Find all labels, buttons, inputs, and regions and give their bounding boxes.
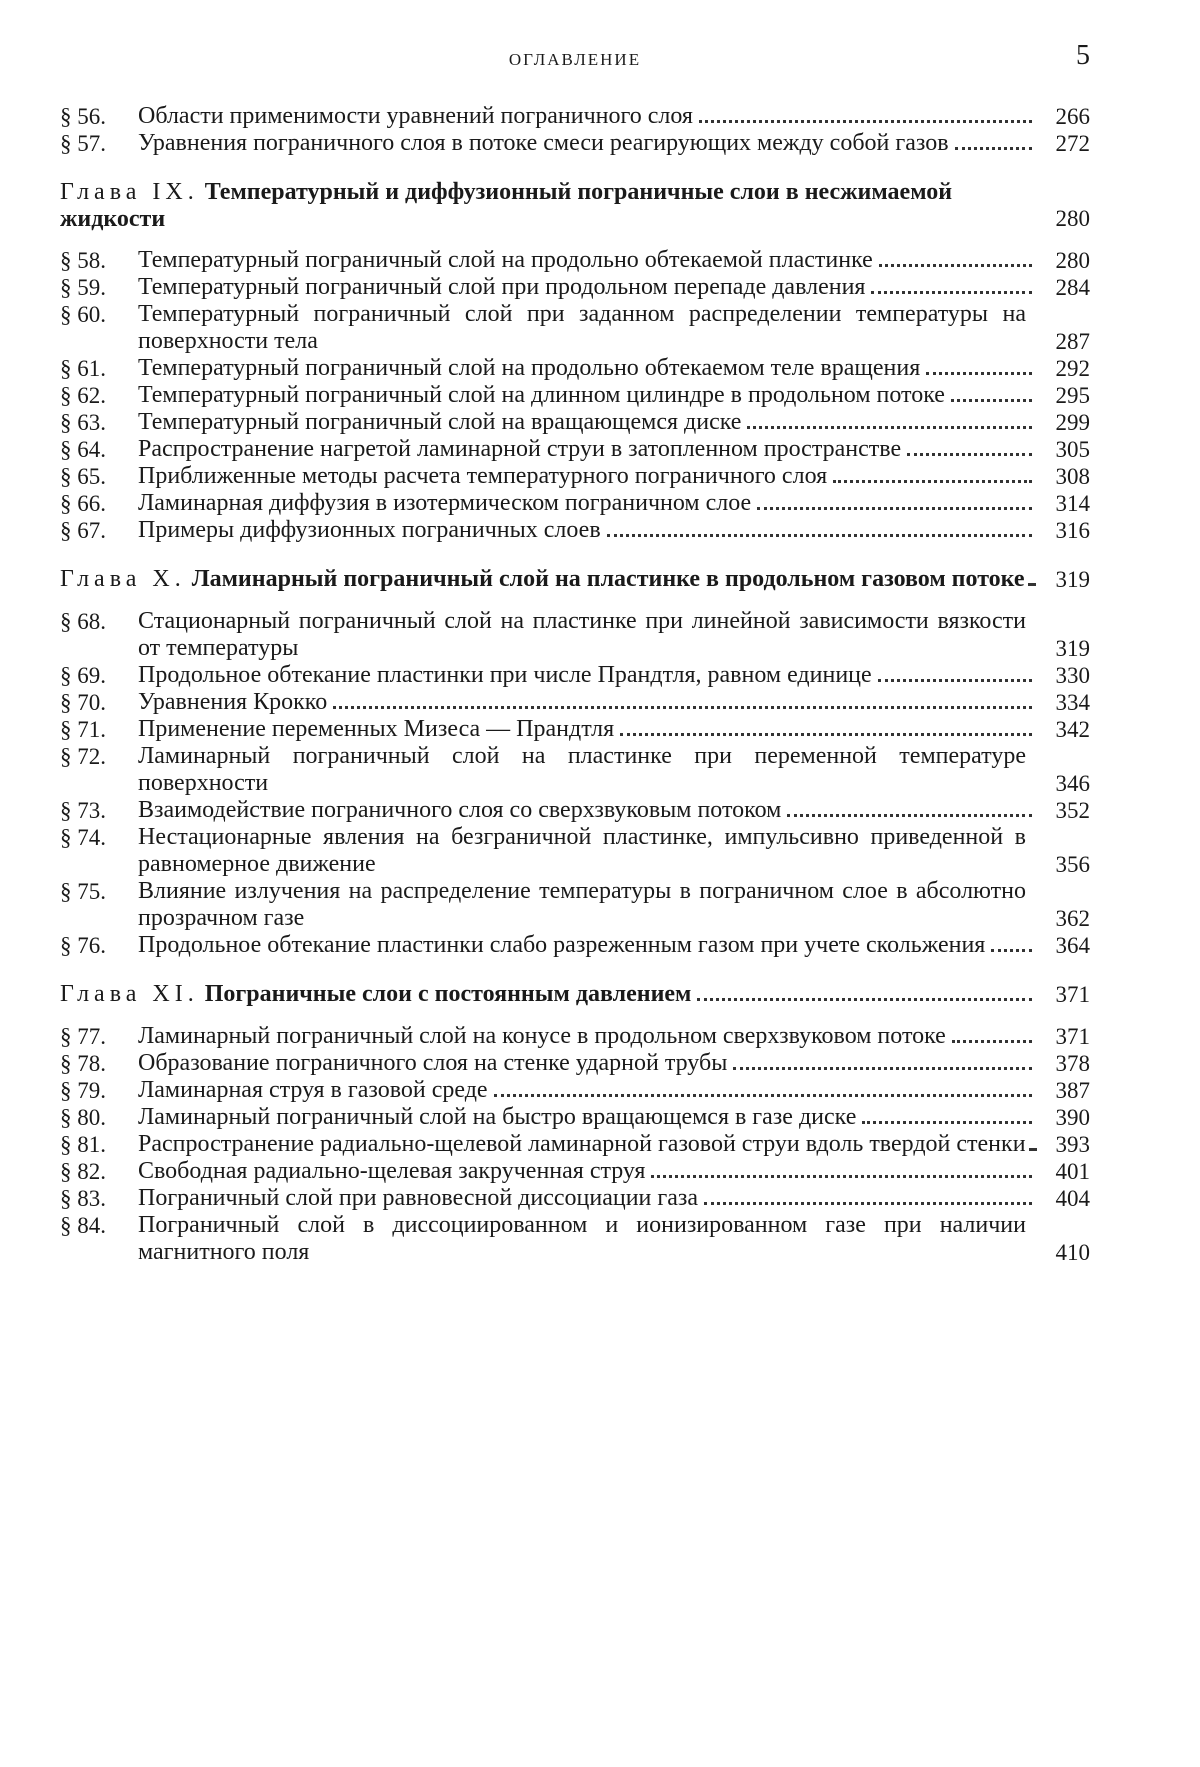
section-page-number: 410: [1055, 1240, 1090, 1265]
section-title-text: Температурный пограничный слой при заданном распределении температуры на поверхности тела: [138, 301, 1032, 355]
section-title-text: Уравнения Крокко: [138, 689, 333, 716]
section-title-line: [138, 409, 1038, 436]
section-title: [138, 1104, 1038, 1131]
section-title-line: [138, 743, 1038, 797]
section-page-number: 330: [1055, 663, 1090, 688]
section-number: § 63.: [60, 410, 106, 435]
toc-entry: [60, 878, 1090, 932]
dot-leader: [733, 1067, 1032, 1070]
dot-leader: [955, 147, 1032, 150]
dot-leader: [704, 1202, 1032, 1205]
section-page-number: 393: [1055, 1132, 1090, 1157]
dot-leader: [494, 1094, 1032, 1097]
section-title: [138, 382, 1038, 409]
section-title: [138, 1158, 1038, 1185]
section-number: § 70.: [60, 690, 106, 715]
section-title-line: [138, 1050, 1038, 1077]
toc-entry: [60, 797, 1090, 824]
section-title-text: Температурный пограничный слой на продольно обтекаемой пластинке: [138, 247, 879, 274]
section-title-line: [138, 1077, 1038, 1104]
toc-entry: [60, 932, 1090, 959]
section-page-number: 295: [1055, 383, 1090, 408]
chapter-name: Пограничные слои с постоянным давлением: [204, 981, 692, 1007]
section-title-line: [138, 1104, 1038, 1131]
toc-entry: [60, 716, 1090, 743]
chapter-title: [60, 981, 1038, 1008]
toc-entry: [60, 463, 1090, 490]
section-page-number: 272: [1055, 131, 1090, 156]
section-title-text: Нестационарные явления на безграничной пластинке, импульсивно приведенной в равномерное движение: [138, 824, 1032, 878]
section-title-text: Образование пограничного слоя на стенке ударной трубы: [138, 1050, 733, 1077]
section-title-line: [138, 355, 1038, 382]
section-title-text: Применение переменных Мизеса — Прандтля: [138, 716, 620, 743]
section-title-text: Свободная радиально-щелевая закрученная струя: [138, 1158, 651, 1185]
section-title-line: [138, 103, 1038, 130]
toc-entry: [60, 490, 1090, 517]
section-number: § 64.: [60, 437, 106, 462]
section-page-number: 266: [1055, 104, 1090, 129]
toc-entry: [60, 743, 1090, 797]
chapter-title: [60, 566, 1038, 593]
section-title-line: [138, 382, 1038, 409]
section-number: § 57.: [60, 131, 106, 156]
section-page-number: 284: [1055, 275, 1090, 300]
section-title-line: [138, 878, 1038, 932]
section-number: § 79.: [60, 1078, 106, 1103]
toc-entry: [60, 436, 1090, 463]
toc-entry: [60, 103, 1090, 130]
section-title: [138, 301, 1038, 355]
toc-entry: [60, 247, 1090, 274]
section-title-text: Взаимодействие пограничного слоя со сверхзвуковым потоком: [138, 797, 787, 824]
toc-entry: [60, 274, 1090, 301]
chapter-title-line: [60, 179, 1038, 233]
toc-entry: [60, 382, 1090, 409]
dot-leader: [991, 949, 1032, 952]
toc-entry: [60, 1131, 1090, 1158]
section-number: § 65.: [60, 464, 106, 489]
section-title: [138, 1212, 1038, 1266]
toc-entry: [60, 662, 1090, 689]
section-title-line: [138, 1023, 1038, 1050]
section-title-text: Приближенные методы расчета температурного пограничного слоя: [138, 463, 833, 490]
section-title-text: Влияние излучения на распределение температуры в пограничном слое в абсолютно прозрачном газе: [138, 878, 1032, 932]
section-number: § 56.: [60, 104, 106, 129]
chapter-name: Ламинарный пограничный слой на пластинке в продольном газовом потоке: [191, 566, 1025, 592]
section-title: [138, 824, 1038, 878]
toc-entry: [60, 689, 1090, 716]
toc-entry: [60, 409, 1090, 436]
chapter-name: Температурный и диффузионный пограничные слои в несжимаемой жидкости: [60, 179, 953, 232]
toc-entry: [60, 1158, 1090, 1185]
toc-entry: [60, 1077, 1090, 1104]
chapter-label: Глава X.: [60, 566, 186, 592]
toc-entry: [60, 301, 1090, 355]
section-number: § 60.: [60, 302, 106, 327]
dot-leader: [926, 372, 1032, 375]
table-of-contents: [60, 103, 1090, 1266]
dot-leader: [871, 291, 1032, 294]
section-page-number: 390: [1055, 1105, 1090, 1130]
section-title-line: [138, 1212, 1038, 1266]
section-title-text: Температурный пограничный слой на продольно обтекаемом теле вращения: [138, 355, 926, 382]
dot-leader: [757, 507, 1032, 510]
toc-entry: [60, 1050, 1090, 1077]
section-number: § 73.: [60, 798, 106, 823]
section-title: [138, 436, 1038, 463]
section-title-text: Продольное обтекание пластинки при числе Прандтля, равном единице: [138, 662, 878, 689]
section-title-text: Области применимости уравнений пограничного слоя: [138, 103, 699, 130]
section-title: [138, 878, 1038, 932]
running-title: ОГЛАВЛЕНИЕ: [508, 50, 642, 69]
section-title-line: [138, 517, 1038, 544]
section-title-line: [138, 1131, 1038, 1158]
dot-leader: [907, 453, 1032, 456]
section-title-text: Распространение нагретой ламинарной струи в затопленном пространстве: [138, 436, 907, 463]
section-page-number: 299: [1055, 410, 1090, 435]
section-title: [138, 1050, 1038, 1077]
dot-leader: [787, 814, 1032, 817]
section-number: § 83.: [60, 1186, 106, 1211]
section-title: [138, 662, 1038, 689]
section-title-text: Температурный пограничный слой при продольном перепаде давления: [138, 274, 871, 301]
section-title-line: [138, 1158, 1038, 1185]
section-title-text: Распространение радиально-щелевой ламинарной газовой струи вдоль твердой стенки: [138, 1131, 1032, 1158]
dot-leader: [607, 534, 1032, 537]
section-page-number: 334: [1055, 690, 1090, 715]
section-title: [138, 355, 1038, 382]
section-title-line: [138, 490, 1038, 517]
section-title: [138, 409, 1038, 436]
section-number: § 62.: [60, 383, 106, 408]
section-title: [138, 797, 1038, 824]
section-page-number: 378: [1055, 1051, 1090, 1076]
section-page-number: 314: [1055, 491, 1090, 516]
section-title: [138, 689, 1038, 716]
section-title-line: [138, 662, 1038, 689]
section-title-line: [138, 689, 1038, 716]
section-number: § 68.: [60, 609, 106, 634]
section-number: § 80.: [60, 1105, 106, 1130]
section-title: [138, 274, 1038, 301]
section-title: [138, 490, 1038, 517]
chapter-title-text: [60, 566, 1031, 593]
chapter-page-number: 280: [1055, 206, 1090, 231]
toc-entry: [60, 1185, 1090, 1212]
section-number: § 82.: [60, 1159, 106, 1184]
section-title-text: Стационарный пограничный слой на пластинке при линейной зависимости вязкости от температуры: [138, 608, 1032, 662]
section-title-line: [138, 274, 1038, 301]
section-title-text: Температурный пограничный слой на длинном цилиндре в продольном потоке: [138, 382, 951, 409]
toc-entry: [60, 1212, 1090, 1266]
section-number: § 81.: [60, 1132, 106, 1157]
section-title-line: [138, 932, 1038, 959]
section-number: § 69.: [60, 663, 106, 688]
section-title-text: Ламинарный пограничный слой на пластинке при переменной температуре поверхности: [138, 743, 1032, 797]
section-title: [138, 1023, 1038, 1050]
chapter-title-line: [60, 566, 1038, 593]
section-page-number: 371: [1055, 1024, 1090, 1049]
section-title-text: Ламинарный пограничный слой на конусе в продольном сверхзвуковом потоке: [138, 1023, 952, 1050]
section-title-line: [138, 463, 1038, 490]
section-page-number: 346: [1055, 771, 1090, 796]
chapter-heading: [60, 566, 1090, 594]
section-title-text: Ламинарная струя в газовой среде: [138, 1077, 494, 1104]
chapter-title-text: [60, 981, 697, 1008]
section-number: § 71.: [60, 717, 106, 742]
section-number: § 76.: [60, 933, 106, 958]
section-page-number: 280: [1055, 248, 1090, 273]
chapter-heading: [60, 179, 1090, 233]
section-title-text: Уравнения пограничного слоя в потоке смеси реагирующих между собой газов: [138, 130, 955, 157]
section-number: § 58.: [60, 248, 106, 273]
chapter-label: Глава IX.: [60, 179, 199, 205]
section-title: [138, 247, 1038, 274]
section-page-number: 401: [1055, 1159, 1090, 1184]
section-page-number: 308: [1055, 464, 1090, 489]
toc-entry: [60, 824, 1090, 878]
toc-entry: [60, 1104, 1090, 1131]
section-number: § 61.: [60, 356, 106, 381]
section-number: § 77.: [60, 1024, 106, 1049]
section-number: § 74.: [60, 825, 106, 850]
section-title-text: Продольное обтекание пластинки слабо разреженным газом при учете скольжения: [138, 932, 991, 959]
dot-leader: [333, 706, 1032, 709]
chapter-title: [60, 179, 1038, 233]
section-page-number: 364: [1055, 933, 1090, 958]
chapter-title-text: [60, 179, 1032, 233]
section-page-number: 292: [1055, 356, 1090, 381]
dot-leader: [699, 120, 1032, 123]
section-title-text: Примеры диффузионных пограничных слоев: [138, 517, 607, 544]
dot-leader: [833, 480, 1032, 483]
dot-leader: [878, 679, 1032, 682]
section-page-number: 404: [1055, 1186, 1090, 1211]
page-header: [60, 40, 1090, 80]
dot-leader: [879, 264, 1032, 267]
section-title-line: [138, 130, 1038, 157]
section-title-line: [138, 824, 1038, 878]
section-title-text: Температурный пограничный слой на вращающемся диске: [138, 409, 747, 436]
dot-leader: [747, 426, 1032, 429]
dot-leader: [697, 998, 1032, 1001]
section-title: [138, 1131, 1038, 1158]
section-title-text: Пограничный слой в диссоциированном и ионизированном газе при наличии магнитного поля: [138, 1212, 1032, 1266]
dot-leader: [620, 733, 1032, 736]
section-title: [138, 608, 1038, 662]
toc-entry: [60, 1023, 1090, 1050]
section-title: [138, 716, 1038, 743]
chapter-page-number: 319: [1055, 567, 1090, 592]
section-title: [138, 1185, 1038, 1212]
section-page-number: 362: [1055, 906, 1090, 931]
dot-leader: [651, 1175, 1032, 1178]
section-page-number: 316: [1055, 518, 1090, 543]
section-page-number: 319: [1055, 636, 1090, 661]
section-number: § 66.: [60, 491, 106, 516]
section-title: [138, 130, 1038, 157]
section-number: § 78.: [60, 1051, 106, 1076]
section-title-line: [138, 301, 1038, 355]
chapter-page-number: 371: [1055, 982, 1090, 1007]
section-title-line: [138, 716, 1038, 743]
chapter-heading: [60, 981, 1090, 1009]
section-number: § 84.: [60, 1213, 106, 1238]
section-title: [138, 103, 1038, 130]
section-page-number: 342: [1055, 717, 1090, 742]
dot-leader: [952, 1040, 1032, 1043]
section-number: § 72.: [60, 744, 106, 769]
section-title-text: Пограничный слой при равновесной диссоциации газа: [138, 1185, 704, 1212]
section-title-line: [138, 247, 1038, 274]
toc-entry: [60, 130, 1090, 157]
page-number: 5: [1076, 40, 1090, 71]
section-title-text: Ламинарная диффузия в изотермическом пограничном слое: [138, 490, 757, 517]
section-title: [138, 1077, 1038, 1104]
section-title: [138, 517, 1038, 544]
section-page-number: 287: [1055, 329, 1090, 354]
toc-entry: [60, 517, 1090, 544]
section-number: § 67.: [60, 518, 106, 543]
toc-entry: [60, 608, 1090, 662]
section-title-line: [138, 1185, 1038, 1212]
section-page-number: 352: [1055, 798, 1090, 823]
section-number: § 75.: [60, 879, 106, 904]
section-title-line: [138, 797, 1038, 824]
section-page-number: 305: [1055, 437, 1090, 462]
dot-leader: [862, 1121, 1032, 1124]
toc-entry: [60, 355, 1090, 382]
section-title-line: [138, 608, 1038, 662]
dot-leader: [1031, 583, 1032, 586]
section-title-line: [138, 436, 1038, 463]
section-title: [138, 463, 1038, 490]
dot-leader: [951, 399, 1032, 402]
section-title-text: Ламинарный пограничный слой на быстро вращающемся в газе диске: [138, 1104, 862, 1131]
section-title: [138, 743, 1038, 797]
section-page-number: 356: [1055, 852, 1090, 877]
section-number: § 59.: [60, 275, 106, 300]
chapter-title-line: [60, 981, 1038, 1008]
chapter-label: Глава XI.: [60, 981, 199, 1007]
section-title: [138, 932, 1038, 959]
section-page-number: 387: [1055, 1078, 1090, 1103]
